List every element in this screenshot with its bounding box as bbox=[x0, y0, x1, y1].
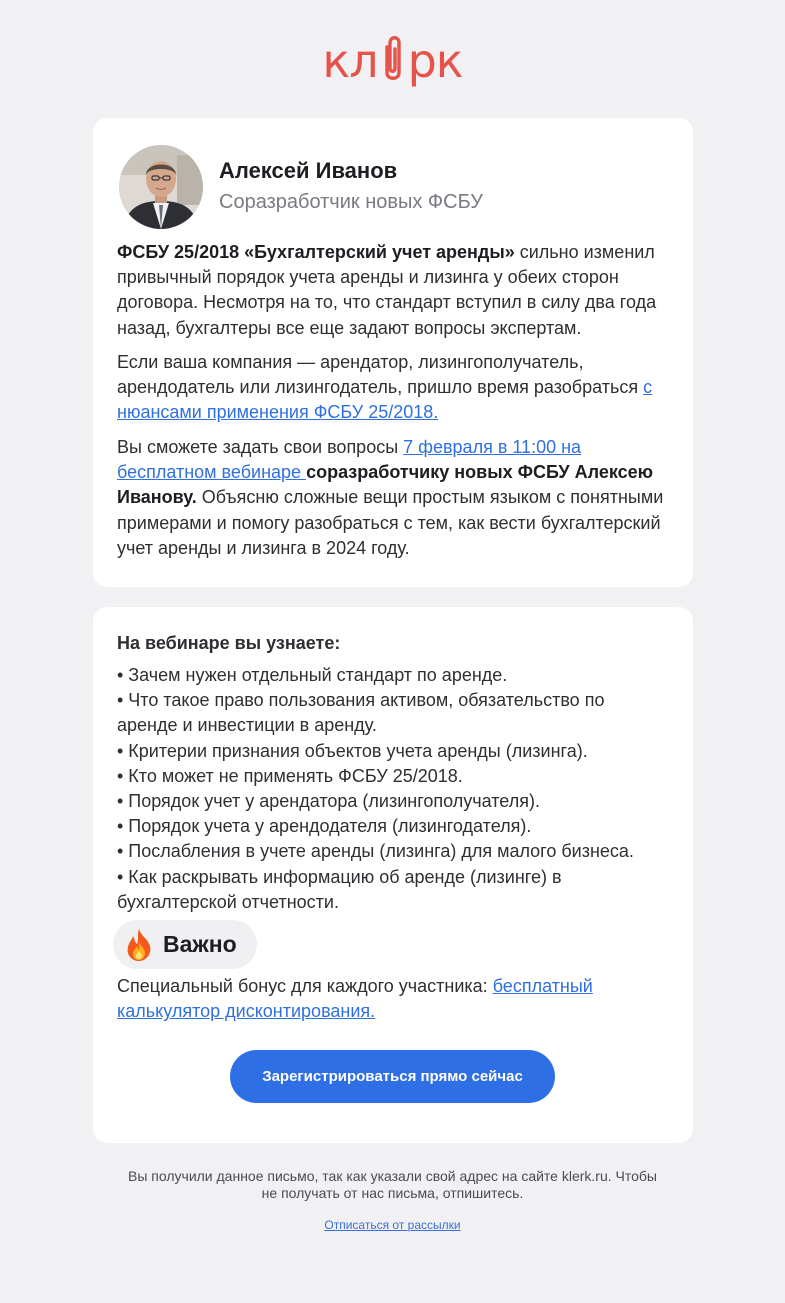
webinar-topics-list bbox=[117, 663, 647, 915]
author-block bbox=[119, 145, 483, 229]
list-item: • Критерии признания объектов учета аренды (лизинга). bbox=[117, 740, 588, 761]
author-role: Соразработчик новых ФСБУ bbox=[219, 190, 483, 213]
list-item: • Что такое право пользования активом, обязательство по аренде и инвестиции в аренду. bbox=[117, 690, 605, 736]
list-item: • Как раскрывать информацию об аренде (лизинге) в бухгалтерской отчетности. bbox=[117, 866, 562, 912]
register-button[interactable]: Зарегистрироваться прямо сейчас bbox=[230, 1050, 555, 1103]
intro-paragraph-1 bbox=[117, 240, 673, 341]
intro-paragraph-2-text: Если ваша компания — арендатор, лизингополучатель, арендодатель или лизингодатель, пришло время разобраться bbox=[117, 352, 644, 398]
intro-paragraph-2 bbox=[117, 350, 673, 426]
logo-text-right: рк bbox=[407, 34, 463, 88]
important-badge-label: Важно bbox=[163, 931, 237, 957]
unsubscribe-link[interactable]: Отписаться от рассылки bbox=[324, 1218, 461, 1232]
list-item: • Кто может не применять ФСБУ 25/2018. bbox=[117, 765, 463, 786]
list-item: • Послабления в учете аренды (лизинга) для малого бизнеса. bbox=[117, 841, 634, 862]
standard-title: ФСБУ 25/2018 «Бухгалтерский учет аренды» bbox=[117, 242, 515, 262]
webinar-card bbox=[93, 607, 693, 1143]
footer-notice: Вы получили данное письмо, так как указали свой адрес на сайте klerk.ru. Чтобы не получать от нас письма, отпишитесь. bbox=[128, 1168, 657, 1201]
klerk-logo[interactable] bbox=[322, 33, 462, 89]
author-photo-icon bbox=[119, 145, 203, 229]
list-item: • Зачем нужен отдельный стандарт по аренде. bbox=[117, 665, 508, 685]
flame-icon bbox=[121, 927, 157, 963]
unsubscribe-wrap bbox=[0, 1218, 785, 1232]
header bbox=[0, 30, 785, 92]
important-badge bbox=[113, 920, 257, 969]
webinar-topics-title: На вебинаре вы узнаете: bbox=[117, 633, 341, 653]
bonus-paragraph bbox=[117, 974, 657, 1024]
nuances-link[interactable]: с нюансами применения ФСБУ 25/2018. bbox=[117, 377, 653, 423]
paperclip-icon bbox=[378, 33, 408, 89]
intro-card bbox=[93, 118, 693, 587]
author-info bbox=[219, 157, 483, 215]
intro-paragraph-3-rest: Объясню сложные вещи простым языком с понятными примерами и помогу разобраться с тем, как вести бухгалтерский учет аренды и лизинга в 2024 году. bbox=[117, 487, 664, 558]
author-avatar bbox=[119, 145, 203, 229]
speaker-mention: соразработчику новых ФСБУ Алексею Иванову. bbox=[117, 462, 654, 508]
intro-paragraph-3 bbox=[117, 435, 673, 561]
list-item: • Порядок учет у арендатора (лизингополучателя). bbox=[117, 791, 540, 812]
intro-paragraph-3-text: Вы сможете задать свои вопросы bbox=[117, 437, 404, 457]
logo-text-left: кл bbox=[322, 34, 378, 88]
list-item: • Порядок учета у арендодателя (лизингодателя). bbox=[117, 816, 532, 837]
author-name: Алексей Иванов bbox=[219, 157, 398, 183]
intro-paragraph-1-text: сильно изменил привычный порядок учета аренды и лизинга у обеих сторон договора. Несмотря на то, что стандарт вступил в силу два года назад, бухгалтеры все еще задают вопросы экспертам. bbox=[117, 242, 657, 338]
calculator-link[interactable]: бесплатный калькулятор дисконтирования. bbox=[117, 976, 593, 1022]
bonus-text: Специальный бонус для каждого участника: bbox=[117, 976, 493, 996]
webinar-date-link[interactable]: 7 февраля в 11:00 на бесплатном вебинаре bbox=[117, 437, 582, 483]
